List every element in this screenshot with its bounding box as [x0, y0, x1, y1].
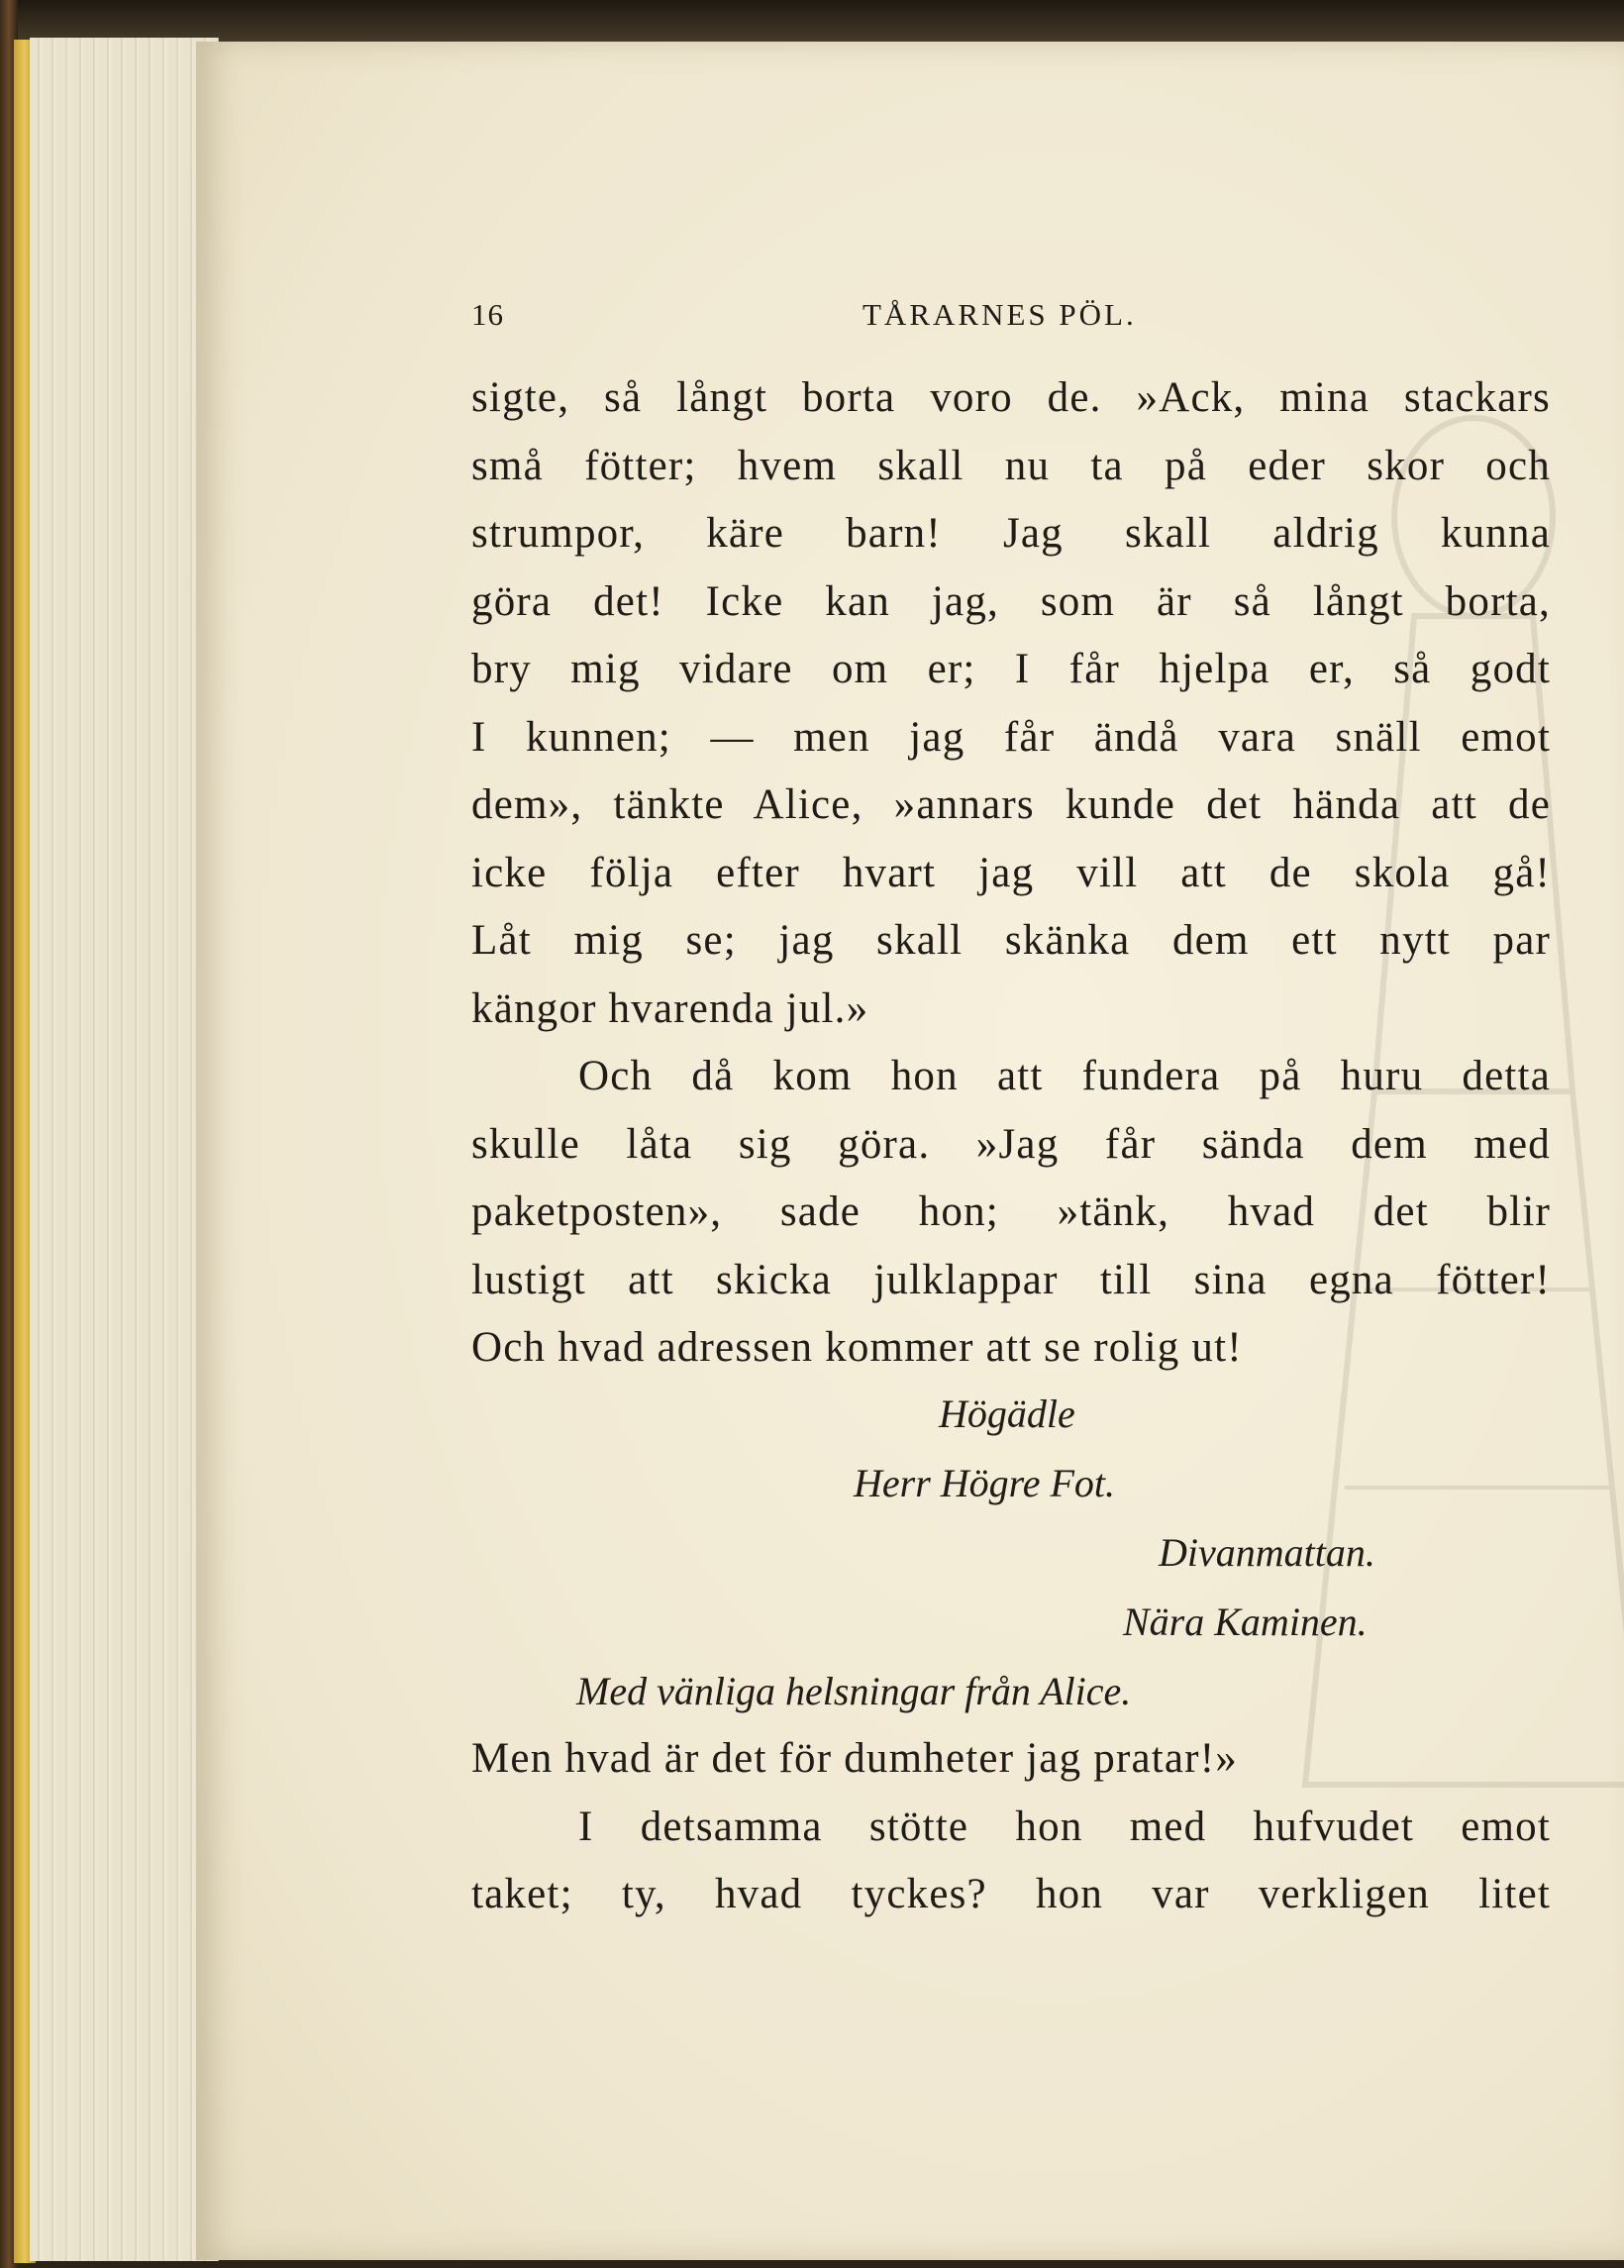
text-line: dem», tänkte Alice, »annars kunde det hända att de	[471, 781, 1551, 828]
text-line: sigte, så långt borta voro de. »Ack, mina stackars	[471, 374, 1551, 421]
address-greeting: Med vänliga helsningar från Alice.	[576, 1669, 1132, 1713]
text-line: I kunnen; — men jag får ändå vara snäll emot	[471, 713, 1551, 761]
running-head: TÅRARNES PÖL.	[863, 297, 1137, 332]
text-line: paketposten», sade hon; »tänk, hvad det blir	[471, 1188, 1551, 1235]
text-line: Och hvad adressen kommer att se rolig ut!	[471, 1324, 1243, 1371]
text-line: skulle låta sig göra. »Jag får sända dem med	[471, 1120, 1551, 1168]
text-line: taket; ty, hvad tyckes? hon var verkligen litet	[471, 1871, 1551, 1917]
text-line: strumpor, käre barn! Jag skall aldrig kunna	[471, 510, 1551, 557]
text-line: kängor hvarenda jul.»	[471, 984, 869, 1032]
text-line: Och då kom hon att fundera på huru detta	[578, 1053, 1551, 1099]
address-salutation: Högädle	[939, 1392, 1075, 1436]
body-text-continued	[471, 1725, 1551, 1929]
page-header	[471, 297, 1551, 337]
address-recipient: Herr Högre Fot.	[854, 1461, 1116, 1505]
address-location: Divanmattan.	[1159, 1530, 1375, 1575]
text-line: Men hvad är det för dumheter jag pratar!»	[471, 1735, 1238, 1782]
body-text	[471, 364, 1551, 1383]
text-line: Låt mig se; jag skall skänka dem ett nytt par	[471, 917, 1551, 964]
address-detail: Nära Kaminen.	[1123, 1599, 1368, 1644]
text-line: icke följa efter hvart jag vill att de skola gå!	[471, 849, 1551, 896]
text-line: små fötter; hvem skall nu ta på eder skor och	[471, 442, 1551, 489]
page-number: 16	[471, 297, 504, 332]
text-line: lustigt att skicka julklappar till sina egna fötter!	[471, 1256, 1551, 1303]
page-stack	[30, 38, 219, 2261]
text-line: göra det! Icke kan jag, som är så långt borta,	[471, 577, 1551, 625]
text-line: I detsamma stötte hon med hufvudet emot	[578, 1803, 1551, 1850]
book-top-edge	[0, 0, 1624, 48]
text-line: bry mig vidare om er; I får hjelpa er, så godt	[471, 646, 1551, 692]
